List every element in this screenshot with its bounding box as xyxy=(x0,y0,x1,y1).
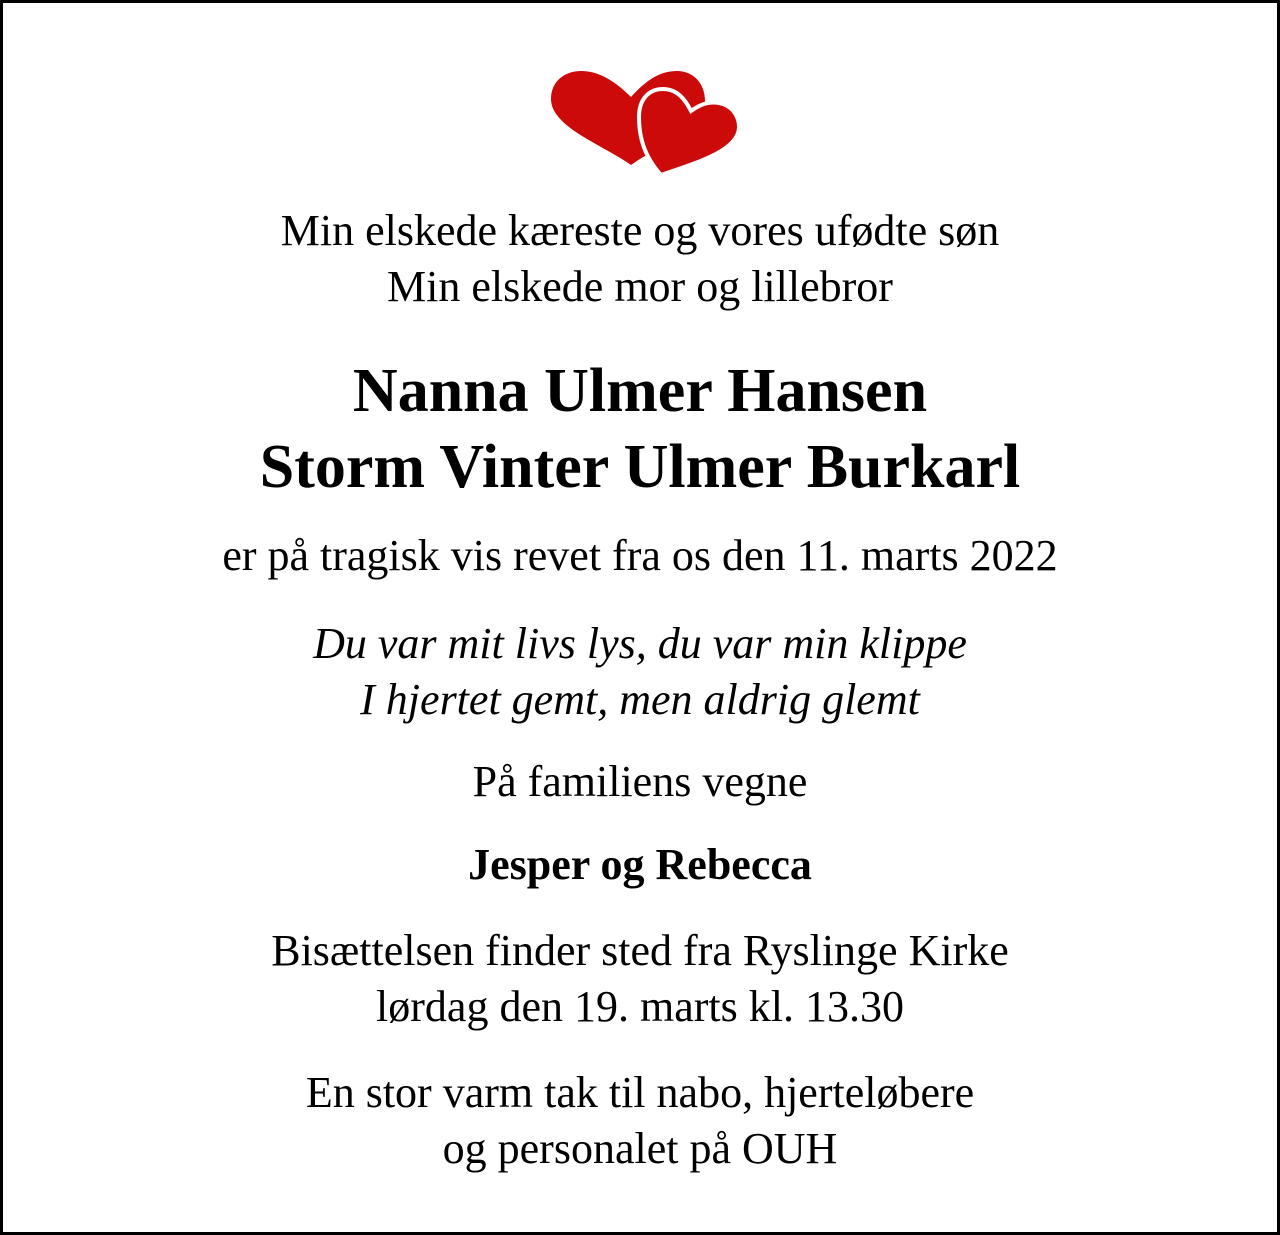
intro-line-1: Min elskede kæreste og vores ufødte søn xyxy=(280,206,1000,255)
deceased-name-2: Storm Vinter Ulmer Burkarl xyxy=(259,433,1021,501)
date-of-death xyxy=(3,528,1277,584)
thanks-line-1: En stor varm tak til nabo, hjerteløbere xyxy=(305,1068,975,1117)
funeral-line-1: Bisættelsen finder sted fra Ryslinge Kirke xyxy=(271,926,1009,975)
intro-line-2: Min elskede mor og lillebror xyxy=(387,262,893,311)
signers-line: Jesper og Rebecca xyxy=(468,840,812,889)
funeral-details xyxy=(3,923,1277,1035)
memorial-quote xyxy=(3,616,1277,728)
intro-text xyxy=(3,203,1277,315)
behalf-line: På familiens vegne xyxy=(472,757,808,806)
thanks-text xyxy=(3,1065,1277,1177)
quote-line-2: I hjertet gemt, men aldrig glemt xyxy=(360,675,920,724)
deceased-names xyxy=(3,353,1277,505)
thanks-line-2: og personalet på OUH xyxy=(442,1124,838,1173)
quote-line-1: Du var mit livs lys, du var min klippe xyxy=(313,619,967,668)
two-hearts-icon xyxy=(543,65,743,177)
on-behalf-text xyxy=(3,754,1277,810)
funeral-line-2: lørdag den 19. marts kl. 13.30 xyxy=(376,982,904,1031)
date-line: er på tragisk vis revet fra os den 11. marts 2022 xyxy=(222,531,1058,580)
deceased-name-1: Nanna Ulmer Hansen xyxy=(352,357,928,425)
signers xyxy=(3,837,1277,893)
